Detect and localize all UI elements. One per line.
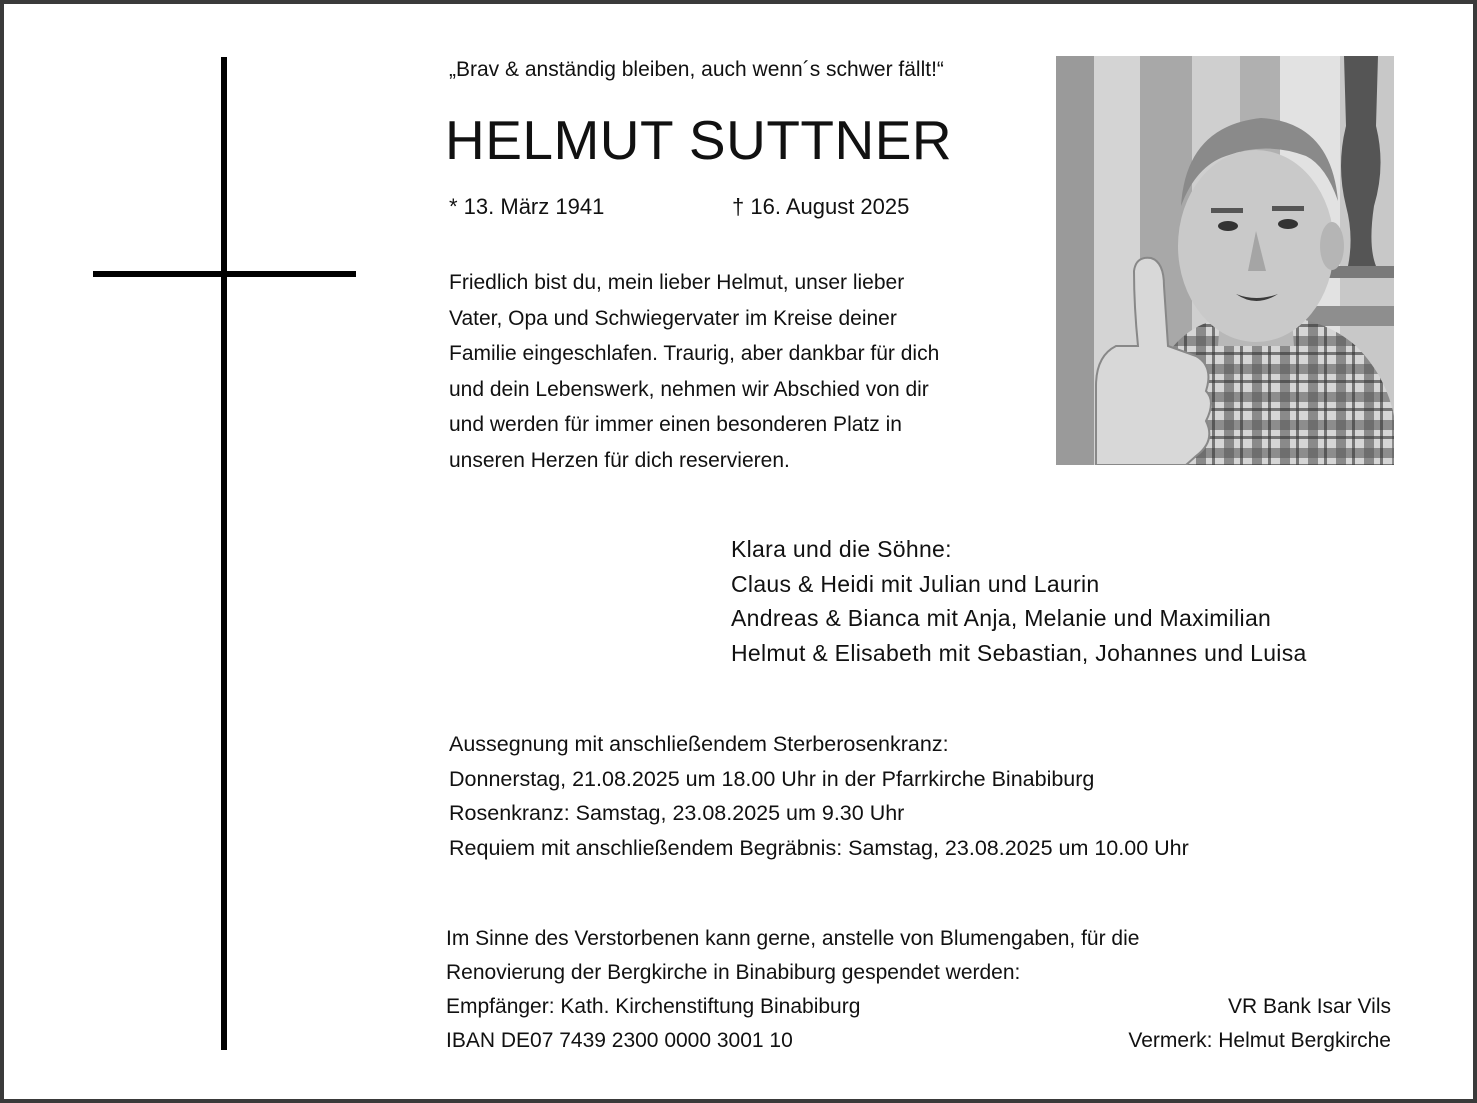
cross-icon-vertical-beam xyxy=(221,57,227,1050)
service-line: Aussegnung mit anschließendem Sterberosenkranz: xyxy=(449,732,949,756)
family-line: Claus & Heidi mit Julian und Laurin xyxy=(731,570,1100,597)
tribute-line: Friedlich bist du, mein lieber Helmut, unser lieber xyxy=(449,271,905,294)
family-line: Andreas & Bianca mit Anja, Melanie und Maximilian xyxy=(731,605,1272,631)
motto-quote: „Brav & anständig bleiben, auch wenn´s schwer fällt!“ xyxy=(449,58,944,81)
tribute-text xyxy=(449,265,1049,478)
donation-bank-details xyxy=(1128,990,1391,1058)
tribute-line: und werden für immer einen besonderen Platz in xyxy=(449,413,902,436)
deceased-name: HELMUT SUTTNER xyxy=(445,109,953,171)
tribute-line: Familie eingeschlafen. Traurig, aber dankbar für dich xyxy=(449,342,940,365)
family-signatures xyxy=(731,532,1307,670)
death-date: † 16. August 2025 xyxy=(732,194,910,219)
bank-name: VR Bank Isar Vils xyxy=(1227,995,1391,1018)
donation-reference: Vermerk: Helmut Bergkirche xyxy=(1128,1029,1391,1052)
family-line: Klara und die Söhne: xyxy=(731,536,952,562)
birth-date: * 13. März 1941 xyxy=(449,194,605,219)
family-line: Helmut & Elisabeth mit Sebastian, Johannes und Luisa xyxy=(731,639,1307,666)
donation-line: Renovierung der Bergkirche in Binabiburg gespendet werden: xyxy=(446,961,1021,984)
donation-recipient: Empfänger: Kath. Kirchenstiftung Binabiburg xyxy=(446,995,861,1018)
service-schedule xyxy=(449,727,1189,865)
tribute-line: Vater, Opa und Schwiegervater im Kreise deiner xyxy=(449,306,897,330)
cross-icon-horizontal-beam xyxy=(93,271,356,277)
service-line: Donnerstag, 21.08.2025 um 18.00 Uhr in der Pfarrkirche Binabiburg xyxy=(449,766,1095,791)
service-line: Requiem mit anschließendem Begräbnis: Samstag, 23.08.2025 um 10.00 Uhr xyxy=(449,835,1189,860)
tribute-line: unseren Herzen für dich reservieren. xyxy=(449,448,790,472)
donation-iban: IBAN DE07 7439 2300 0000 3001 10 xyxy=(446,1029,793,1052)
tribute-line: und dein Lebenswerk, nehmen wir Abschied von dir xyxy=(449,377,929,401)
donation-line: Im Sinne des Verstorbenen kann gerne, anstelle von Blumengaben, für die xyxy=(446,927,1140,950)
donation-info xyxy=(446,922,1139,1058)
service-line: Rosenkranz: Samstag, 23.08.2025 um 9.30 Uhr xyxy=(449,801,905,825)
portrait-photo xyxy=(1056,56,1394,465)
